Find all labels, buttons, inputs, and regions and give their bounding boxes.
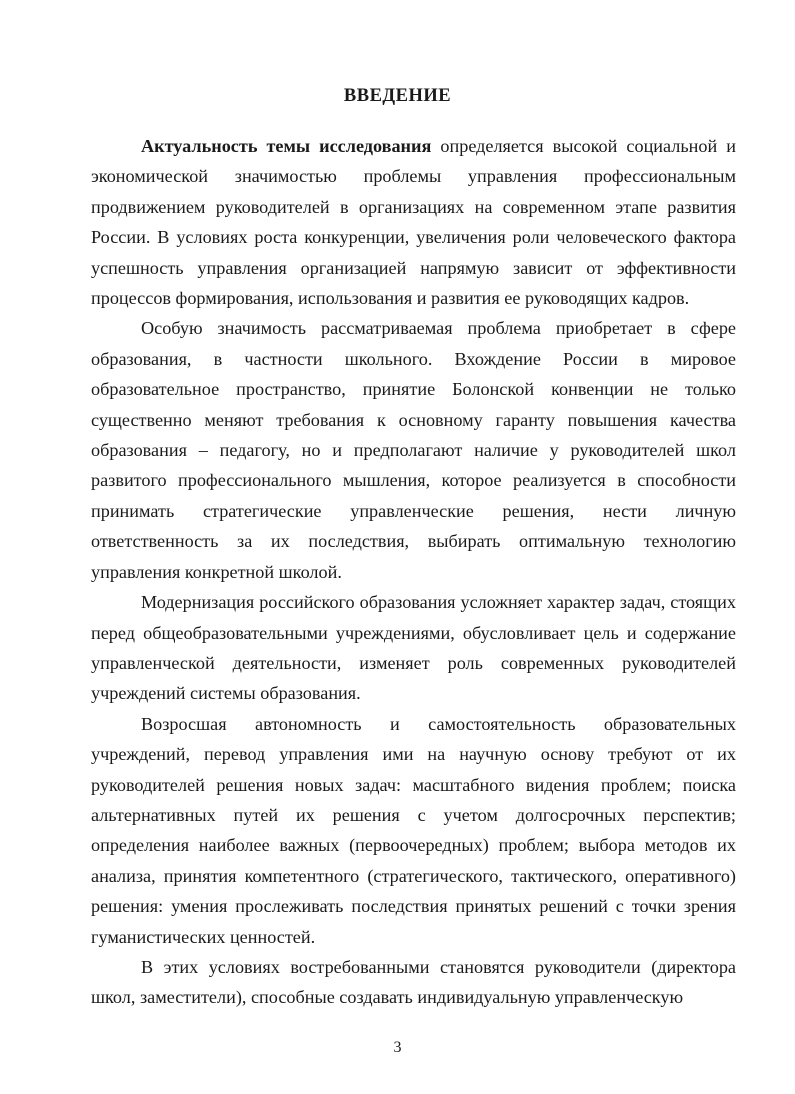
page-number: 3: [393, 1039, 402, 1056]
paragraph-text: определяется высокой социальной и экономической значимостью проблемы управления профессиональным продвижением руководителей в организациях на современном этапе развития России. В условиях роста конкуренции, увеличения роли человеческого фактора успешность управления организацией напрямую зависит от эффективности процессов формирования, использования и развития ее руководящих кадров.: [91, 136, 736, 309]
paragraph-3: Модернизация российского образования усложняет характер задач, стоящих перед общеобразовательными учреждениями, обусловливает цель и содержание управленческой деятельности, изменяет роль современных руководителей учреждений системы образования.: [91, 592, 736, 704]
paragraph-lead: Актуальность темы исследования: [141, 136, 432, 156]
paragraph-2: Особую значимость рассматриваемая проблема приобретает в сфере образования, в частности школьного. Вхождение России в мировое образовательное пространство, принятие Болонской конвенции не только существенно меняют требования к основному гаранту повышения качества образования – педагогу, но и предполагают наличие у руководителей школ развитого профессионального мышления, которое реализуется в способности принимать стратегические управленческие решения, нести личную ответственность за их последствия, выбирать оптимальную технологию управления конкретной школой.: [91, 318, 736, 582]
paragraph-4: Возросшая автономность и самостоятельность образовательных учреждений, перевод управления ими на научную основу требуют от их руководителей решения новых задач: масштабного видения проблем; поиска альтернативных путей их решения с учетом долгосрочных перспектив; определения наиболее важных (первоочередных) проблем; выбора методов их анализа, принятия компетентного (стратегического, тактического, оперативного) решения: умения прослеживать последствия принятых решений с точки зрения гуманистических ценностей.: [91, 713, 736, 947]
paragraph-1: [91, 131, 736, 313]
paragraph-5: В этих условиях востребованными становятся руководители (директора школ, заместители), способные создавать индивидуальную управленческую: [91, 956, 736, 1008]
body-text: [91, 131, 736, 1013]
section-title: ВВЕДЕНИЕ: [343, 86, 452, 106]
